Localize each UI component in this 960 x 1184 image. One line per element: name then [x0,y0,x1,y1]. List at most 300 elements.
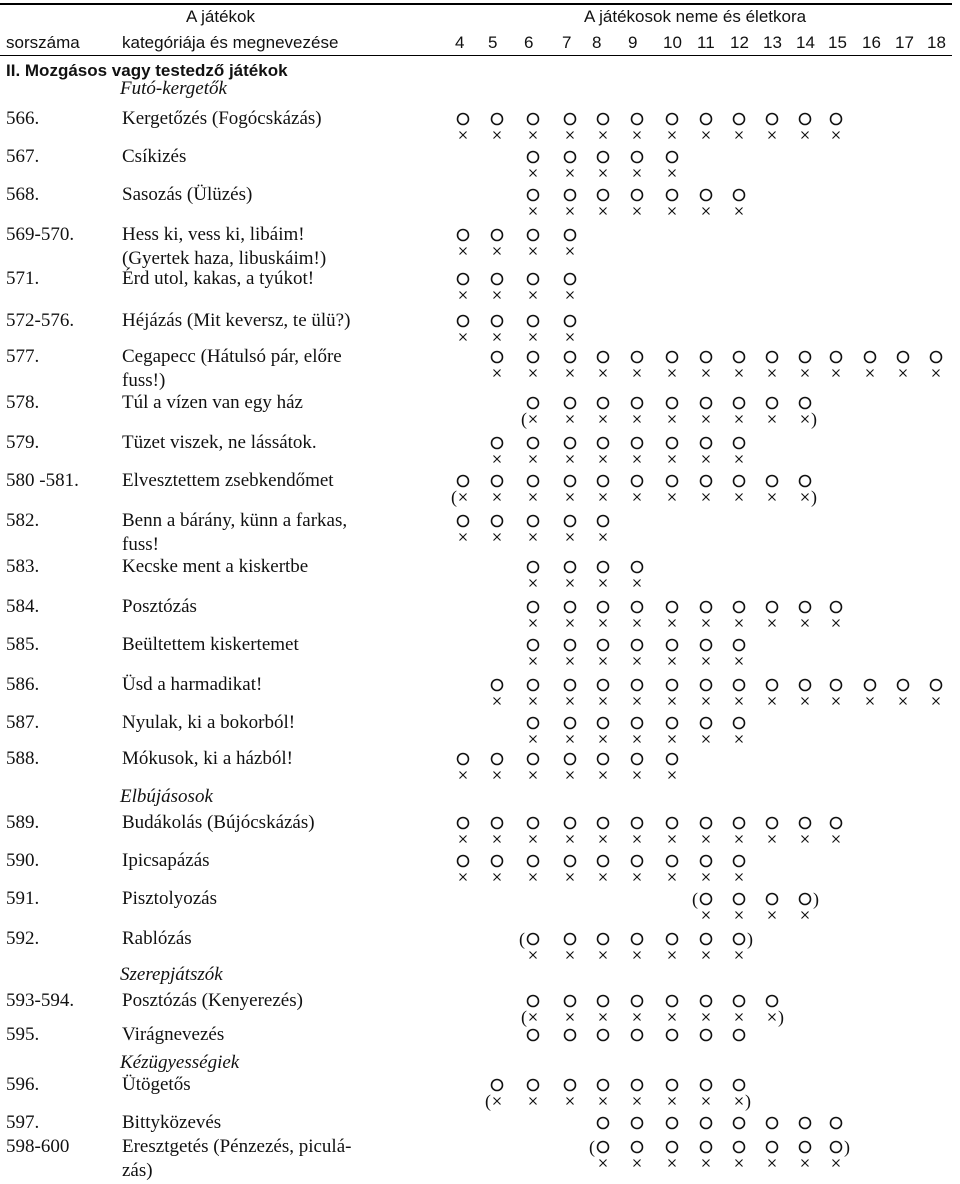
circle-mark [598,562,609,573]
circle-mark [701,818,712,829]
cross-mark [703,620,710,627]
cross-mark [530,580,537,587]
circle-mark [831,352,842,363]
cross-mark [669,208,676,215]
circle-mark [734,996,745,1007]
cross-mark [634,1098,641,1105]
cross-mark [900,370,907,377]
cross-mark [530,248,537,255]
cross-mark [494,534,501,541]
circle-mark [767,818,778,829]
game-name: Cegapecc (Hátulsó pár, előre [122,346,342,367]
cross-mark [669,874,676,881]
cross-mark [600,736,607,743]
circle-mark [632,1142,643,1153]
age-label: 6 [524,33,534,52]
cross-mark [567,208,574,215]
circle-mark [667,152,678,163]
game-name: Üsd a harmadikat! [122,674,263,695]
age-label: 5 [488,33,498,52]
cross-mark [833,370,840,377]
circle-mark [701,996,712,1007]
close-paren-mark: ) [778,1007,784,1027]
circle-mark [667,190,678,201]
circle-mark [767,680,778,691]
circle-mark [632,856,643,867]
close-paren-mark: ) [844,1137,850,1157]
game-name: Beültettem kiskertemet [122,634,299,655]
circle-mark [528,152,539,163]
cross-mark [530,620,537,627]
circle-mark [667,680,678,691]
header-kat-line2: kategóriája és megnevezése [122,33,339,52]
circle-mark [800,1142,811,1153]
circle-mark [767,996,778,1007]
game-number: 580 -581. [6,470,79,491]
game-number: 586. [6,674,40,695]
close-paren-mark: ) [813,889,819,909]
circle-mark [528,996,539,1007]
circle-mark [528,190,539,201]
circle-mark [767,602,778,613]
circle-mark [667,438,678,449]
circle-mark [565,718,576,729]
cross-mark [530,456,537,463]
cross-mark [530,208,537,215]
cross-mark [600,170,607,177]
cross-mark [600,952,607,959]
circle-mark [565,274,576,285]
cross-mark [567,836,574,843]
circle-mark [701,602,712,613]
circle-mark [528,352,539,363]
game-name: fuss! [122,534,159,555]
circle-mark [800,680,811,691]
circle-mark [492,476,503,487]
cross-mark [669,1014,676,1021]
age-label: 11 [697,33,715,52]
circle-mark [701,640,712,651]
circle-mark [528,718,539,729]
circle-mark [931,352,942,363]
circle-mark [565,934,576,945]
open-paren-mark: ( [451,487,457,507]
cross-mark [530,736,537,743]
circle-mark [800,476,811,487]
circle-mark [632,640,643,651]
circle-mark [831,1118,842,1129]
game-number: 598-600 [6,1136,70,1157]
cross-mark [530,334,537,341]
cross-mark [567,772,574,779]
game-name: Kecske ment a kiskertbe [122,556,309,577]
game-name: Túl a vízen van egy ház [122,392,303,413]
circle-mark [492,856,503,867]
cross-mark [530,370,537,377]
cross-mark [736,208,743,215]
cross-mark [634,698,641,705]
cross-mark [833,620,840,627]
cross-mark [634,874,641,881]
circle-mark [667,718,678,729]
game-number: 593-594. [6,990,75,1011]
cross-mark [460,132,467,139]
close-paren-mark: ) [811,487,817,507]
cross-mark [494,334,501,341]
circle-mark [528,934,539,945]
cross-mark [669,836,676,843]
circle-mark [767,894,778,905]
cross-mark [703,912,710,919]
cross-mark [567,698,574,705]
cross-mark [669,456,676,463]
age-label: 16 [862,33,881,52]
cross-mark [494,292,501,299]
circle-mark [565,996,576,1007]
cross-mark [600,1160,607,1167]
cross-mark [833,132,840,139]
circle-mark [528,1030,539,1041]
cross-mark [669,132,676,139]
game-name: Hess ki, vess ki, libáim! [122,224,305,245]
circle-mark [565,1080,576,1091]
circle-mark [598,640,609,651]
circle-mark [632,190,643,201]
cross-mark [567,170,574,177]
circle-mark [598,1080,609,1091]
cross-mark [600,620,607,627]
circle-mark [898,680,909,691]
cross-mark [769,1160,776,1167]
age-label: 14 [796,33,815,52]
circle-mark [458,516,469,527]
circle-mark [800,602,811,613]
subcategory-title: Kézügyességiek [120,1052,240,1073]
circle-mark [701,1080,712,1091]
circle-mark [734,190,745,201]
cross-mark [736,874,743,881]
open-paren-mark: ( [692,889,698,909]
cross-mark [460,836,467,843]
cross-mark [494,494,501,501]
cross-mark [567,534,574,541]
circle-mark [667,476,678,487]
cross-mark [769,912,776,919]
circle-mark [734,680,745,691]
open-paren-mark: ( [521,409,527,429]
cross-mark [530,1098,537,1105]
circle-mark [767,352,778,363]
cross-mark [634,836,641,843]
circle-mark [667,114,678,125]
cross-mark [736,1160,743,1167]
cross-mark [494,248,501,255]
cross-mark [703,836,710,843]
cross-mark [736,698,743,705]
game-name: fuss!) [122,370,166,391]
cross-mark [833,1160,840,1167]
cross-mark [669,170,676,177]
circle-mark [598,602,609,613]
cross-mark [600,658,607,665]
circle-mark [492,316,503,327]
circle-mark [565,602,576,613]
cross-mark [634,772,641,779]
cross-mark [530,292,537,299]
circle-mark [667,1142,678,1153]
cross-mark [600,698,607,705]
cross-mark [802,1160,809,1167]
cross-mark [703,1098,710,1105]
circle-mark [458,114,469,125]
circle-mark [734,1080,745,1091]
game-number: 584. [6,596,40,617]
cross-mark [669,736,676,743]
cross-mark [703,874,710,881]
circle-mark [598,856,609,867]
circle-mark [632,152,643,163]
circle-mark [667,602,678,613]
circle-mark [492,274,503,285]
cross-mark [567,334,574,341]
cross-mark [634,494,641,501]
cross-mark [530,836,537,843]
cross-mark [669,658,676,665]
game-name: Ütögetős [122,1074,191,1095]
circle-mark [734,718,745,729]
circle-mark [632,754,643,765]
circle-mark [734,398,745,409]
circle-mark [701,190,712,201]
cross-mark [530,772,537,779]
circle-mark [598,754,609,765]
cross-mark [867,698,874,705]
cross-mark [634,170,641,177]
circle-mark [632,352,643,363]
cross-mark [494,874,501,881]
game-number: 578. [6,392,40,413]
circle-mark [565,476,576,487]
circle-mark [458,476,469,487]
cross-mark [703,494,710,501]
circle-mark [800,894,811,905]
cross-mark [600,1014,607,1021]
circle-mark [528,562,539,573]
cross-mark [769,1014,776,1021]
game-name: Posztózás (Kenyerezés) [122,990,303,1011]
cross-mark [703,1160,710,1167]
circle-mark [598,818,609,829]
cross-mark [933,370,940,377]
game-number: 577. [6,346,40,367]
cross-mark [669,416,676,423]
circle-mark [831,1142,842,1153]
circle-mark [734,438,745,449]
game-name: Bittyközevés [122,1112,222,1133]
cross-mark [802,620,809,627]
age-label: 13 [763,33,782,52]
cross-mark [600,494,607,501]
circle-mark [565,640,576,651]
circle-mark [528,274,539,285]
circle-mark [598,114,609,125]
cross-mark [460,772,467,779]
circle-mark [800,398,811,409]
game-number: 596. [6,1074,40,1095]
game-number: 595. [6,1024,40,1045]
cross-mark [802,132,809,139]
cross-mark [736,494,743,501]
circle-mark [598,476,609,487]
cross-mark [703,416,710,423]
circle-mark [458,316,469,327]
cross-mark [460,874,467,881]
open-paren-mark: ( [519,929,525,949]
cross-mark [802,370,809,377]
cross-mark [530,132,537,139]
game-name: Sasozás (Ülüzés) [122,184,253,205]
cross-mark [867,370,874,377]
cross-mark [634,736,641,743]
circle-mark [632,438,643,449]
circle-mark [632,680,643,691]
open-paren-mark: ( [521,1007,527,1027]
circle-mark [598,680,609,691]
game-name: Ipicsapázás [122,850,210,871]
cross-mark [530,952,537,959]
cross-mark [634,620,641,627]
circle-mark [528,398,539,409]
game-number: 590. [6,850,40,871]
game-number: 572-576. [6,310,75,331]
cross-mark [634,208,641,215]
cross-mark [669,494,676,501]
circle-mark [734,818,745,829]
circle-mark [734,1142,745,1153]
game-name: Rablózás [122,928,192,949]
circle-mark [865,680,876,691]
cross-mark [530,494,537,501]
game-name: Posztózás [122,596,197,617]
circle-mark [492,230,503,241]
game-number: 589. [6,812,40,833]
cross-mark [769,416,776,423]
cross-mark [703,952,710,959]
game-number: 591. [6,888,40,909]
cross-mark [567,132,574,139]
cross-mark [567,494,574,501]
close-paren-mark: ) [747,929,753,949]
cross-mark [736,370,743,377]
circle-mark [528,476,539,487]
circle-mark [598,1142,609,1153]
circle-mark [492,352,503,363]
circle-mark [565,190,576,201]
cross-mark [530,874,537,881]
circle-mark [528,114,539,125]
cross-mark [736,912,743,919]
cross-mark [634,416,641,423]
game-name: Budákolás (Bújócskázás) [122,812,315,833]
cross-mark [530,170,537,177]
game-number: 587. [6,712,40,733]
circle-mark [734,1118,745,1129]
circle-mark [528,680,539,691]
circle-mark [565,818,576,829]
cross-mark [494,772,501,779]
cross-mark [802,416,809,423]
circle-mark [667,856,678,867]
circle-mark [632,562,643,573]
game-name: Pisztolyozás [122,888,217,909]
cross-mark [634,370,641,377]
circle-mark [565,856,576,867]
cross-mark [736,1014,743,1021]
cross-mark [600,208,607,215]
circle-mark [598,438,609,449]
cross-mark [736,658,743,665]
cross-mark [669,698,676,705]
cross-mark [567,620,574,627]
circle-mark [632,1030,643,1041]
circle-mark [800,114,811,125]
game-name: Nyulak, ki a bokorból! [122,712,296,733]
circle-mark [667,1080,678,1091]
cross-mark [567,658,574,665]
circle-mark [598,152,609,163]
circle-mark [734,934,745,945]
circle-mark [701,1118,712,1129]
circle-mark [492,680,503,691]
game-name: Kergetőzés (Fogócskázás) [122,108,322,129]
cross-mark [703,208,710,215]
cross-mark [530,416,537,423]
cross-mark [736,952,743,959]
circle-mark [632,718,643,729]
cross-mark [669,620,676,627]
circle-mark [701,1030,712,1041]
circle-mark [667,398,678,409]
cross-mark [460,334,467,341]
cross-mark [669,1160,676,1167]
game-number: 568. [6,184,40,205]
circle-mark [701,398,712,409]
circle-mark [667,818,678,829]
open-paren-mark: ( [485,1091,491,1111]
cross-mark [600,874,607,881]
circle-mark [528,856,539,867]
cross-mark [703,1014,710,1021]
cross-mark [769,132,776,139]
cross-mark [769,370,776,377]
cross-mark [703,456,710,463]
circle-mark [632,476,643,487]
game-name: (Gyertek haza, libuskáim!) [122,248,327,269]
circle-mark [667,996,678,1007]
cross-mark [769,836,776,843]
cross-mark [567,952,574,959]
circle-mark [528,438,539,449]
age-label: 15 [828,33,847,52]
cross-mark [900,698,907,705]
circle-mark [565,352,576,363]
cross-mark [703,132,710,139]
cross-mark [600,370,607,377]
circle-mark [632,996,643,1007]
circle-mark [865,352,876,363]
cross-mark [802,698,809,705]
cross-mark [736,416,743,423]
